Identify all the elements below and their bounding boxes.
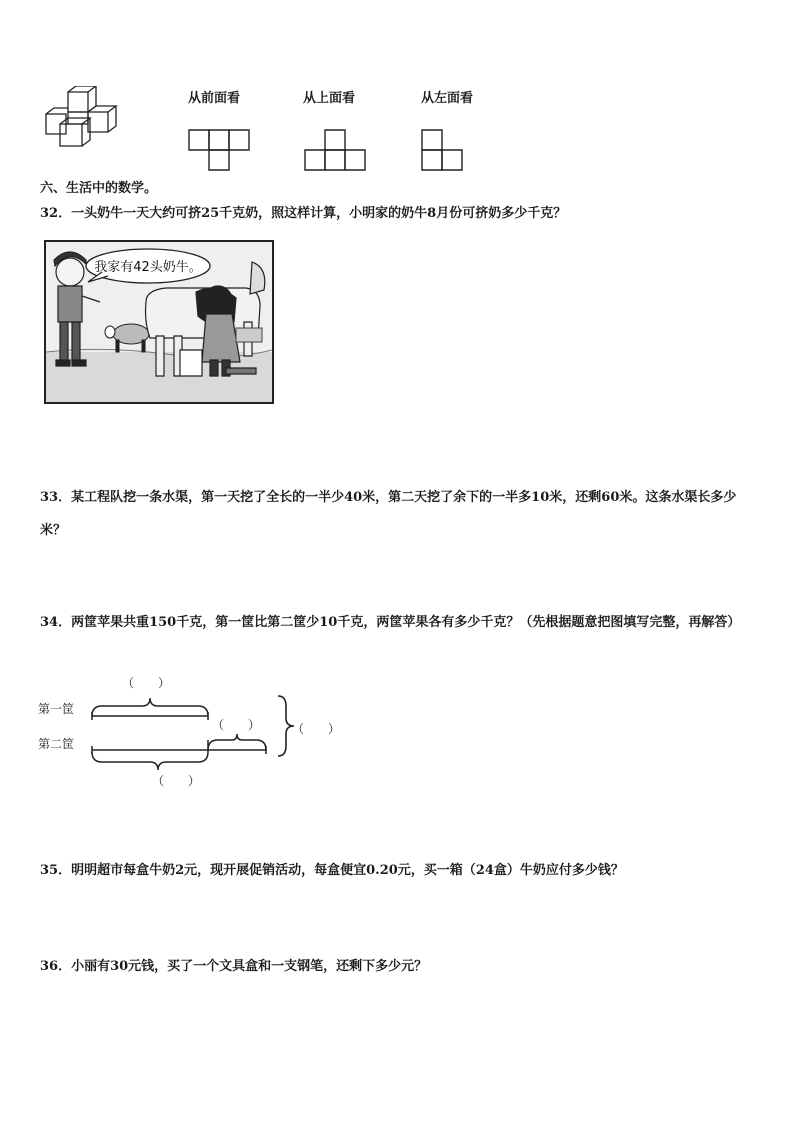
question-35: 35．明明超市每盒牛奶2元，现开展促销活动，每盒便宜0.20元，买一箱（24盒）牛奶应付多少钱？ bbox=[40, 863, 624, 878]
milk-bucket bbox=[180, 350, 202, 376]
front-view-drawing bbox=[188, 128, 252, 174]
row2-label: 第二筐 bbox=[38, 737, 75, 751]
paren-bottom: （ ） bbox=[152, 774, 201, 788]
speech-text: 我家有42头奶牛。 bbox=[94, 260, 202, 275]
brace-extra bbox=[208, 734, 266, 750]
cartoon-scene bbox=[46, 242, 272, 402]
brace-top bbox=[92, 698, 208, 716]
question-34: 34．两筐苹果共重150千克，第一筐比第二筐少10千克，两筐苹果各有多少千克？（先根据题意把图填写完整，再解答） bbox=[40, 615, 741, 630]
segment-diagram bbox=[86, 690, 296, 770]
question-32: 32．一头奶牛一天大约可挤25千克奶，照这样计算，小明家的奶牛8月份可挤奶多少千克？ bbox=[40, 206, 567, 221]
left-view-drawing bbox=[420, 128, 466, 174]
top-view-drawing bbox=[303, 128, 369, 174]
front-view-label: 从前面看 bbox=[188, 91, 241, 106]
left-view-label: 从左面看 bbox=[421, 91, 474, 106]
paren-extra: （ ） bbox=[212, 718, 261, 732]
paren-top: （ ） bbox=[122, 676, 171, 690]
top-view-label: 从上面看 bbox=[303, 91, 356, 106]
paren-total: （ ） bbox=[292, 722, 341, 736]
cartoon-illustration bbox=[44, 240, 274, 404]
row1-label: 第一筐 bbox=[38, 702, 75, 716]
section-heading: 六、生活中的数学。 bbox=[40, 181, 158, 196]
question-36: 36．小丽有30元钱，买了一个文具盒和一支钢笔，还剩下多少元？ bbox=[40, 959, 428, 974]
small-cow bbox=[105, 324, 149, 352]
brace-bottom bbox=[92, 752, 208, 770]
cube-stack-figure bbox=[40, 86, 130, 156]
question-33: 33．某工程队挖一条水渠，第一天挖了全长的一半少40米，第二天挖了余下的一半多10米，还剩60米。这条水渠长多少米？ bbox=[40, 490, 737, 538]
